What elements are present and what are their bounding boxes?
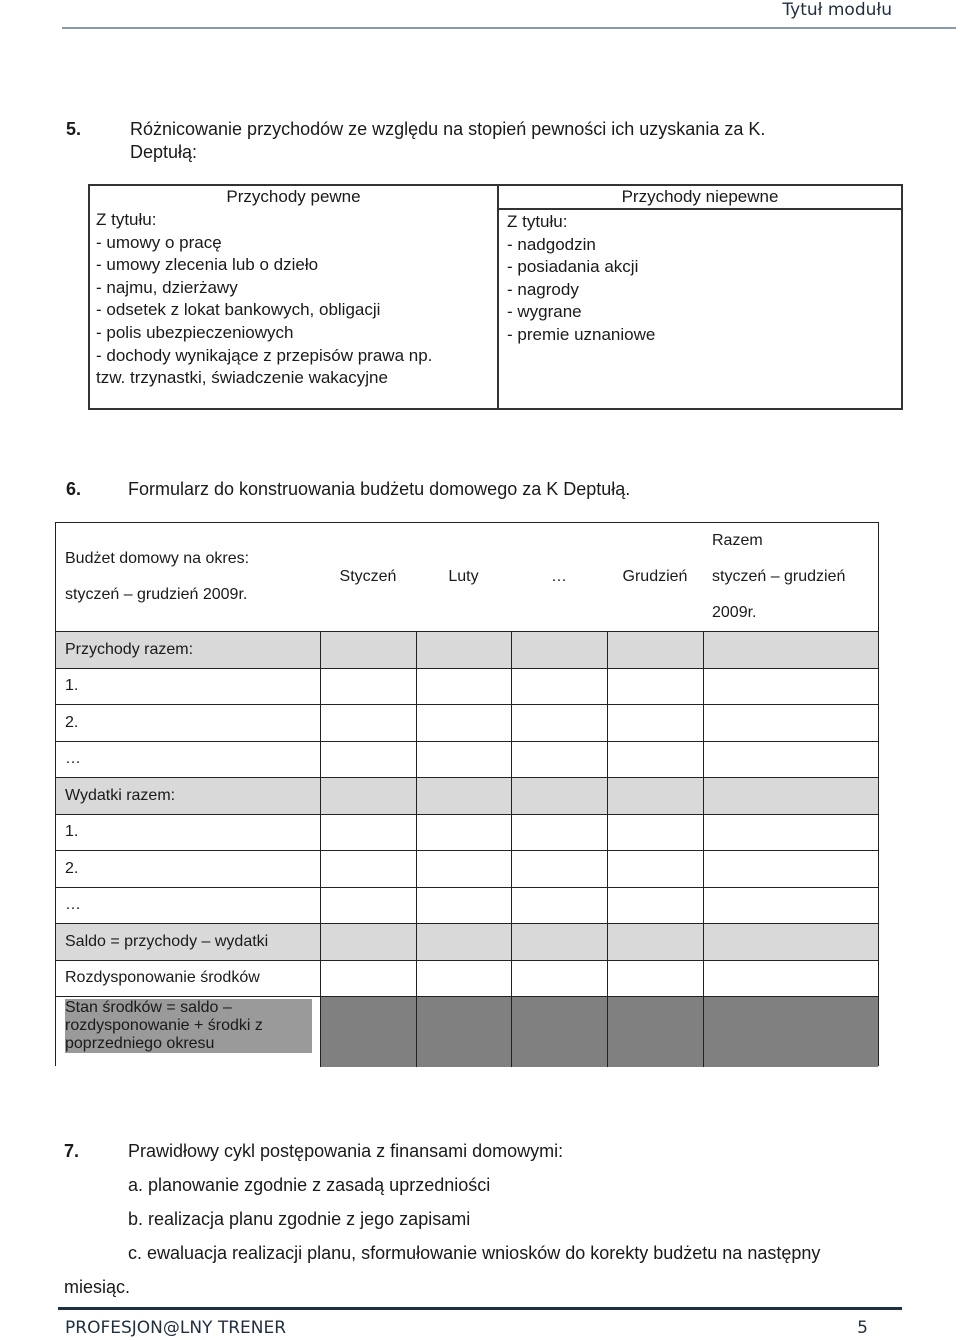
cell (320, 887, 416, 924)
col-ellipsis: … (551, 568, 567, 585)
cell (511, 997, 607, 1067)
row-label: Przychody razem: (56, 632, 320, 669)
footer-rule (58, 1307, 902, 1310)
cell (607, 632, 703, 669)
section-7-item-c (64, 1236, 904, 1270)
row-expense-total (56, 778, 878, 815)
row-expense-2 (56, 851, 878, 888)
col-total (703, 523, 878, 632)
cell (416, 632, 511, 669)
section-6-heading (66, 478, 906, 502)
cell (703, 778, 878, 815)
row-label: 1. (56, 668, 320, 705)
col-total-line2: styczeń – grudzień (712, 568, 846, 585)
cell (416, 851, 511, 888)
row-label: Wydatki razem: (56, 778, 320, 815)
cell (607, 887, 703, 924)
cell (320, 705, 416, 742)
budget-period-range: styczeń – grudzień 2009r. (65, 586, 248, 603)
uncertain-income-list: Z tytułu: - nadgodzin - posiadania akcji - nagrody - wygrane - premie uznaniowe (507, 212, 656, 344)
col-february: Luty (448, 568, 479, 585)
col-december: Grudzień (622, 568, 688, 585)
module-title: Tytuł modułu (782, 0, 892, 20)
cell (320, 668, 416, 705)
cell (416, 741, 511, 778)
funds-state-label: Stan środków = saldo – rozdysponowanie + środki z poprzedniego okresu (65, 999, 312, 1053)
cell (416, 705, 511, 742)
cell (703, 705, 878, 742)
cell (607, 851, 703, 888)
cell (511, 924, 607, 961)
footer-brand: PROFESJON@LNY TRENER (65, 1318, 287, 1338)
cell (320, 924, 416, 961)
page-number: 5 (857, 1318, 868, 1338)
budget-header-row (56, 523, 878, 632)
item-text: a. planowanie zgodnie z zasadą uprzedniości (128, 1175, 491, 1195)
cell (511, 632, 607, 669)
row-income-2 (56, 705, 878, 742)
cell (607, 997, 703, 1067)
col-total-line1: Razem (712, 532, 763, 549)
uncertain-income-heading: Przychody niepewne (499, 186, 901, 210)
item-text: b. realizacja planu zgodnie z jego zapisami (128, 1209, 471, 1229)
section-7-heading (64, 1134, 904, 1168)
section-7-item-b (64, 1202, 904, 1236)
cell (511, 960, 607, 997)
cell (320, 814, 416, 851)
certain-income-column (90, 186, 499, 408)
row-label: 2. (56, 705, 320, 742)
cell (511, 741, 607, 778)
cell (416, 814, 511, 851)
cell (607, 814, 703, 851)
cell (607, 741, 703, 778)
section-5-title-line2: Deptułą: (130, 142, 198, 162)
certain-income-heading: Przychody pewne (226, 187, 361, 206)
cell (320, 632, 416, 669)
col-january: Styczeń (339, 568, 397, 585)
budget-period-label: Budżet domowy na okres: (65, 550, 250, 567)
cell (320, 851, 416, 888)
row-label: … (56, 741, 320, 778)
cell (320, 778, 416, 815)
item-text: miesiąc. (64, 1277, 131, 1297)
row-expense-more (56, 887, 878, 924)
row-income-more (56, 741, 878, 778)
cell (511, 668, 607, 705)
section-7-title: Prawidłowy cykl postępowania z finansami domowymi: (128, 1141, 564, 1161)
row-label: Rozdysponowanie środków (56, 960, 320, 997)
row-expense-1 (56, 814, 878, 851)
cell (703, 632, 878, 669)
cell (511, 705, 607, 742)
cell (607, 778, 703, 815)
section-6-title: Formularz do konstruowania budżetu domowego za K Deptułą. (128, 479, 631, 499)
cell (416, 924, 511, 961)
budget-form-table (55, 522, 879, 1066)
cell (320, 741, 416, 778)
certain-income-list: Z tytułu: - umowy o pracę - umowy zlecenia lub o dzieło - najmu, dzierżawy - odsetek z lokat bankowych, obligacji - polis ubezpieczeniowych - dochody wynikające z przepisów prawa np. tzw. trzynastki, świadczenie wakacyjne (96, 210, 433, 388)
row-allocation (56, 960, 878, 997)
row-income-1 (56, 668, 878, 705)
cell (416, 887, 511, 924)
cell (703, 814, 878, 851)
section-5-title-line1: Różnicowanie przychodów ze względu na stopień pewności ich uzyskania za K. (130, 119, 766, 139)
row-label: … (56, 887, 320, 924)
cell (703, 924, 878, 961)
cell (703, 851, 878, 888)
cell (416, 997, 511, 1067)
cell (703, 741, 878, 778)
uncertain-income-column (499, 186, 901, 408)
cell (320, 960, 416, 997)
cell (703, 887, 878, 924)
cell (511, 778, 607, 815)
cell (416, 960, 511, 997)
cell (416, 668, 511, 705)
budget-period-cell (56, 523, 320, 632)
section-7 (64, 1134, 904, 1304)
item-text: c. ewaluacja realizacji planu, sformułowanie wniosków do korekty budżetu na następny (128, 1243, 821, 1263)
row-balance (56, 924, 878, 961)
cell (607, 924, 703, 961)
income-types-table (88, 184, 903, 410)
section-7-number: 7. (64, 1141, 80, 1161)
section-6-number: 6. (66, 479, 82, 499)
cell (320, 997, 416, 1067)
cell (703, 960, 878, 997)
row-label: 2. (56, 851, 320, 888)
col-total-line3: 2009r. (712, 604, 757, 621)
cell (607, 668, 703, 705)
section-7-item-a (64, 1168, 904, 1202)
row-label: 1. (56, 814, 320, 851)
header-rule (62, 27, 956, 29)
row-label: Saldo = przychody – wydatki (56, 924, 320, 961)
cell (416, 778, 511, 815)
cell (511, 851, 607, 888)
cell (703, 668, 878, 705)
cell (607, 960, 703, 997)
cell (511, 814, 607, 851)
section-5-heading (66, 118, 906, 164)
row-label (56, 997, 320, 1067)
row-funds-state (56, 997, 878, 1067)
cell (607, 705, 703, 742)
cell (511, 887, 607, 924)
cell (703, 997, 878, 1067)
section-5-number: 5. (66, 119, 82, 139)
section-7-tail (64, 1270, 904, 1304)
row-income-total (56, 632, 878, 669)
